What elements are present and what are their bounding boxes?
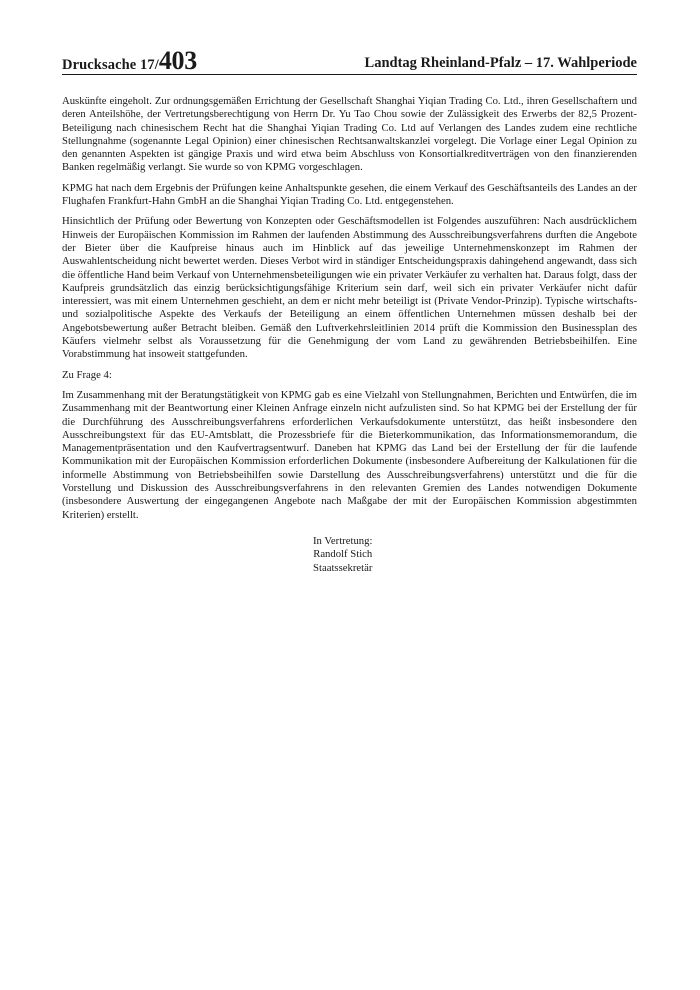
paragraph-kpmg-result: KPMG hat nach dem Ergebnis der Prüfungen keine Anhaltspunkte gesehen, die einem Verkauf des Geschäftsanteils des Landes an der Flughafen Frankfurt-Hahn GmbH an die Shanghai Yiqian Trading Co. Ltd. entgegenstehen. <box>62 181 637 208</box>
paragraph-kpmg-consulting: Im Zusammenhang mit der Beratungstätigkeit von KPMG gab es eine Vielzahl von Stellungnahmen, Berichten und Entwürfen, die im Zusammenhang mit der Beantwortung einer Kleinen Anfrage einzeln nicht aufzulisten sind. So hat KPMG bei der Erstellung der für die Durchführung des Ausschreibungsverfahrens erforderlichen Verkaufsdokumente unterstützt, das heißt insbesondere den Ausschreibungstext für das EU-Amtsblatt, die Prozessbriefe für die Bieterkommunikation, das Informationsmemorandum, die Managementpräsentation und den Kaufvertragsentwurf. Daneben hat KPMG das Land bei der Erstellung der für die laufende Kommunikation mit der Europäischen Kommission erforderlichen Dokumente (insbesondere Aufbereitung der Kalkulationen für die informelle Abstimmung von Betriebsbeihilfen sowie Darstellung des Ausschreibungsverfahrens) unterstützt und die für die Vorstellung und Diskussion des Ausschreibungsverfahrens in den relevanten Gremien des Landes notwendigen Dokumente (insbesondere Auswertung der eingegangenen Angebote nach Maßgabe der mit der Europäischen Kommission abgestimmten Kriterien) erstellt. <box>62 388 637 521</box>
paragraph-legal-opinion: Auskünfte eingeholt. Zur ordnungsgemäßen Errichtung der Gesellschaft Shanghai Yiqian Trading Co. Ltd., ihren Gesellschaftern und deren Anteilshöhe, der Vertretungsberechtigung von Herrn Dr. Yu Tao Chou sowie der Zulässigkeit des Erwerbs der 82,5 Prozent-Beteiligung nach chinesischem Recht hat die Shanghai Yiqian Trading Co. Ltd auf Verlangen des Landes zudem eine rechtliche Stellungnahme (sogenannte Legal Opinion) einer chinesischen Rechtsanwaltskanzlei vorgelegt. Die Vorlage einer Legal Opinion zu den genannten Aspekten ist gängige Praxis und wird etwa beim Abschluss von Konsortialkreditverträgen von den finanzierenden Banken regelmäßig verlangt. Sie wurde so von KPMG vorgeschlagen. <box>62 95 637 174</box>
document-body <box>62 95 637 529</box>
signature-representation: In Vertretung: <box>313 535 373 547</box>
document-number <box>62 46 197 75</box>
signature-name: Randolf Stich <box>313 548 373 561</box>
header-divider <box>62 74 637 75</box>
page-header <box>62 44 637 74</box>
document-number-value: 403 <box>158 46 197 75</box>
signature-block <box>313 535 372 575</box>
signature-title: Staatssekretär <box>313 561 373 574</box>
document-label: Drucksache 17/ <box>62 57 159 73</box>
parliament-title: Landtag Rheinland-Pfalz – 17. Wahlperiode <box>364 55 637 71</box>
question-heading: Zu Frage 4: <box>62 368 112 381</box>
paragraph-concept-evaluation: Hinsichtlich der Prüfung oder Bewertung von Konzepten oder Geschäftsmodellen ist Folgendes auszuführen: Nach ausdrücklichem Hinweis der Europäischen Kommission im Rahmen der laufenden Abstimmung des Ausschreibungsverfahrens durften die Angebote der Bieter über die Kaufpreise hinaus auch im Hinblick auf das jeweilige Unternehmenskonzept im Rahmen der Auswahlentscheidung nicht bewertet werden. Dieses Verbot wird in ständiger Entscheidungspraxis dahingehend angewandt, dass sich die öffentliche Hand beim Verkauf von Unternehmensbeteiligungen wie ein privater Verkäufer zu verhalten hat. Daraus folgt, dass der Kaufpreis grundsätzlich das einzig berücksichtigungsfähige Kriterium sein darf, weil sich ein privater Verkäufer nicht dafür interessiert, was mit einem Unternehmen geschieht, an dem er nicht mehr beteiligt ist (Private Vendor-Prinzip). Typische wirtschafts- und sozialpolitische Aspekte des Verkaufs der Beteiligung an einem öffentlichen Unternehmen müssen deshalb bei der Angebotsbewertung außer Betracht bleiben. Gemäß den Luftverkehrsleitlinien 2014 prüft die Kommission den Businessplan des Käufers vielmehr selbst als Voraussetzung für die Genehmigung der vom Land zu gewährenden Betriebsbeihilfen. Eine Vorabstimmung hat insoweit stattgefunden. <box>62 215 637 361</box>
